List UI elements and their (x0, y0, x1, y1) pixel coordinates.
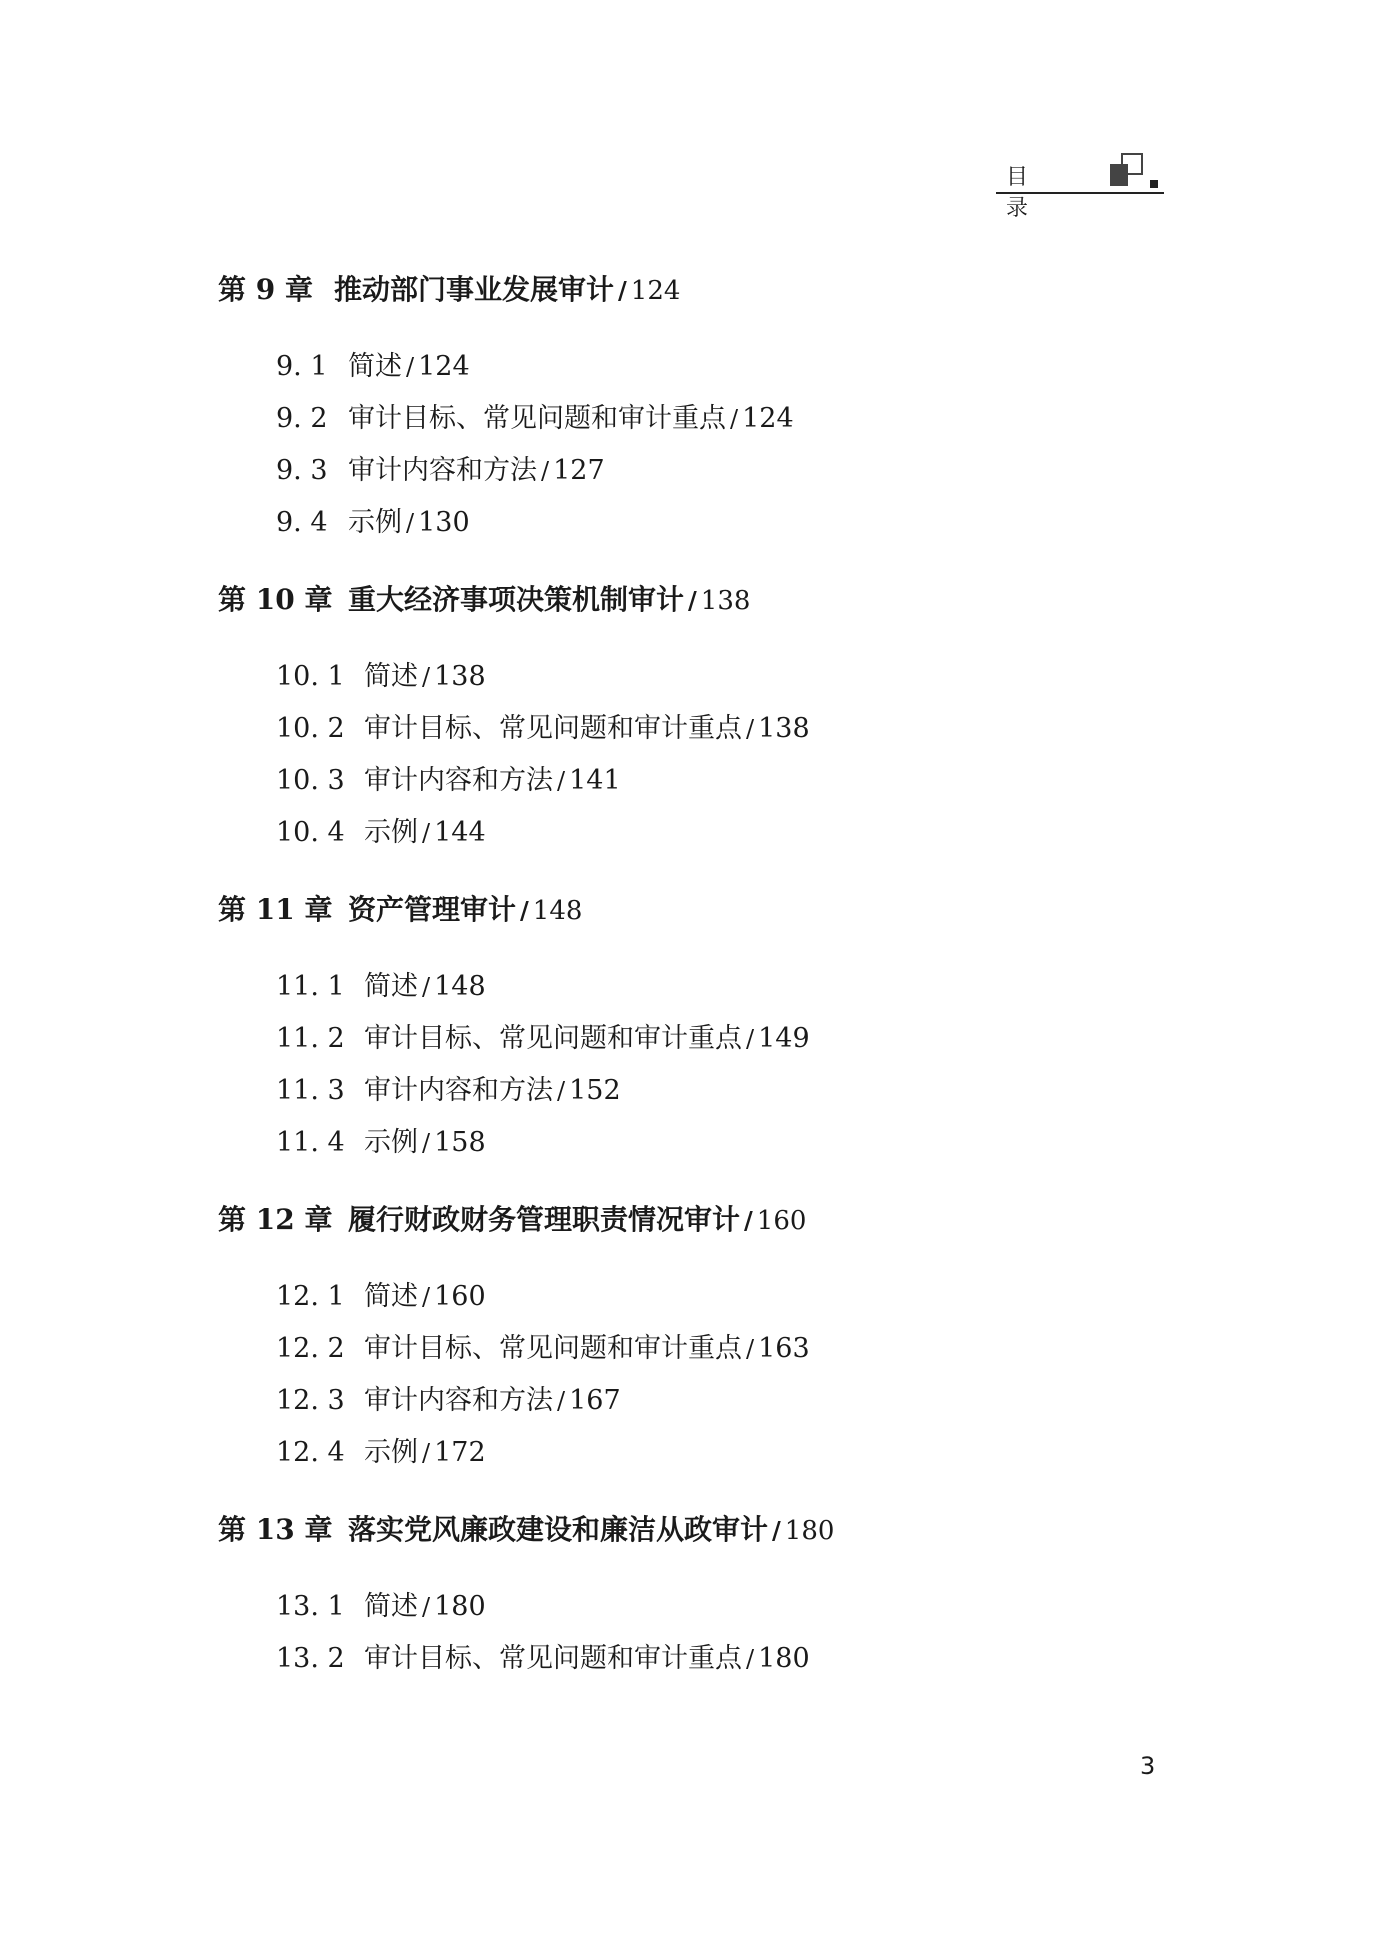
section-page: 124 (742, 403, 794, 434)
section-entry[interactable] (276, 1584, 486, 1623)
section-number: 9. 1 (276, 351, 328, 382)
section-entry[interactable] (276, 706, 810, 745)
section-page: 144 (434, 817, 486, 848)
header-title: 目 录 (1006, 165, 1069, 221)
separator: / (422, 1283, 431, 1311)
section-entry[interactable] (276, 396, 794, 435)
chapter-title: 推动部门事业发展审计 (334, 273, 615, 306)
section-entry[interactable] (276, 654, 486, 693)
separator: / (541, 457, 550, 485)
header-rule (996, 192, 1164, 194)
section-entry[interactable] (276, 758, 621, 797)
section-entry[interactable] (276, 1378, 621, 1417)
section-page: 167 (569, 1385, 621, 1416)
chapter-label: 第 9 章 (218, 273, 313, 306)
section-page: 180 (434, 1591, 486, 1622)
separator: / (422, 1439, 431, 1467)
section-title: 审计内容和方法 (364, 1075, 553, 1106)
separator: / (746, 1645, 755, 1673)
chapter-heading[interactable] (218, 268, 680, 308)
section-number: 10. 3 (276, 765, 345, 796)
chapter-heading[interactable] (218, 888, 582, 928)
section-entry[interactable] (276, 344, 470, 383)
separator: / (730, 405, 739, 433)
chapter-heading[interactable] (218, 578, 750, 618)
section-entry[interactable] (276, 810, 486, 849)
section-entry[interactable] (276, 1326, 810, 1365)
separator: / (406, 353, 415, 381)
section-number: 12. 3 (276, 1385, 345, 1416)
separator: / (557, 1387, 566, 1415)
section-page: 158 (434, 1127, 486, 1158)
section-title: 简述 (364, 971, 418, 1002)
chapter-title: 重大经济事项决策机制审计 (348, 583, 685, 616)
chapter-title: 落实党风廉政建设和廉洁从政审计 (348, 1513, 769, 1546)
separator: / (618, 276, 627, 305)
section-entry[interactable] (276, 1068, 621, 1107)
separator: / (557, 767, 566, 795)
separator: / (422, 819, 431, 847)
page-number: 3 (1140, 1752, 1156, 1780)
separator: / (746, 715, 755, 743)
chapter-title: 履行财政财务管理职责情况审计 (348, 1203, 741, 1236)
separator: / (520, 896, 529, 925)
section-page: 138 (434, 661, 486, 692)
section-number: 12. 1 (276, 1281, 345, 1312)
section-page: 130 (418, 507, 470, 538)
section-number: 9. 4 (276, 507, 328, 538)
section-title: 审计内容和方法 (348, 455, 537, 486)
section-page: 141 (569, 765, 621, 796)
section-title: 示例 (364, 1437, 418, 1468)
section-page: 138 (758, 713, 810, 744)
section-number: 10. 2 (276, 713, 345, 744)
section-entry[interactable] (276, 1016, 810, 1055)
section-entry[interactable] (276, 448, 605, 487)
section-entry[interactable] (276, 1274, 486, 1313)
separator: / (422, 973, 431, 1001)
chapter-label: 第 13 章 (218, 1513, 333, 1546)
corner-squares-icon (1110, 150, 1160, 194)
section-title: 审计目标、常见问题和审计重点 (364, 713, 742, 744)
chapter-page: 138 (700, 586, 751, 616)
section-page: 172 (434, 1437, 486, 1468)
section-page: 127 (553, 455, 605, 486)
section-title: 示例 (348, 507, 402, 538)
section-page: 180 (758, 1643, 810, 1674)
separator: / (746, 1025, 755, 1053)
chapter-label: 第 10 章 (218, 583, 333, 616)
separator: / (557, 1077, 566, 1105)
section-title: 审计内容和方法 (364, 1385, 553, 1416)
chapter-page: 124 (630, 276, 681, 306)
section-number: 11. 1 (276, 971, 345, 1002)
chapter-page: 180 (784, 1516, 835, 1546)
section-number: 13. 2 (276, 1643, 345, 1674)
section-title: 示例 (364, 1127, 418, 1158)
section-title: 简述 (364, 661, 418, 692)
section-title: 审计内容和方法 (364, 765, 553, 796)
separator: / (772, 1516, 781, 1545)
chapter-heading[interactable] (218, 1198, 806, 1238)
section-page: 124 (418, 351, 470, 382)
section-number: 11. 4 (276, 1127, 345, 1158)
chapter-title: 资产管理审计 (348, 893, 517, 926)
chapter-page: 148 (532, 896, 583, 926)
chapter-page: 160 (756, 1206, 807, 1236)
chapter-heading[interactable] (218, 1508, 834, 1548)
section-page: 148 (434, 971, 486, 1002)
section-entry[interactable] (276, 500, 470, 539)
section-title: 审计目标、常见问题和审计重点 (364, 1333, 742, 1364)
section-number: 12. 2 (276, 1333, 345, 1364)
chapter-label: 第 11 章 (218, 893, 333, 926)
section-title: 审计目标、常见问题和审计重点 (364, 1643, 742, 1674)
section-entry[interactable] (276, 964, 486, 1003)
separator: / (688, 586, 697, 615)
running-header (996, 150, 1164, 221)
section-page: 149 (758, 1023, 810, 1054)
section-page: 163 (758, 1333, 810, 1364)
section-title: 审计目标、常见问题和审计重点 (348, 403, 726, 434)
section-title: 示例 (364, 817, 418, 848)
section-page: 152 (569, 1075, 621, 1106)
section-title: 简述 (348, 351, 402, 382)
chapter-label: 第 12 章 (218, 1203, 333, 1236)
section-number: 9. 3 (276, 455, 328, 486)
section-number: 12. 4 (276, 1437, 345, 1468)
section-entry[interactable] (276, 1120, 486, 1159)
section-number: 10. 1 (276, 661, 345, 692)
separator: / (422, 663, 431, 691)
section-entry[interactable] (276, 1636, 810, 1675)
separator: / (744, 1206, 753, 1235)
section-title: 审计目标、常见问题和审计重点 (364, 1023, 742, 1054)
section-number: 9. 2 (276, 403, 328, 434)
section-title: 简述 (364, 1591, 418, 1622)
section-number: 11. 3 (276, 1075, 345, 1106)
section-title: 简述 (364, 1281, 418, 1312)
separator: / (422, 1129, 431, 1157)
section-number: 11. 2 (276, 1023, 345, 1054)
section-page: 160 (434, 1281, 486, 1312)
separator: / (422, 1593, 431, 1621)
section-number: 13. 1 (276, 1591, 345, 1622)
separator: / (746, 1335, 755, 1363)
separator: / (406, 509, 415, 537)
section-number: 10. 4 (276, 817, 345, 848)
section-entry[interactable] (276, 1430, 486, 1469)
